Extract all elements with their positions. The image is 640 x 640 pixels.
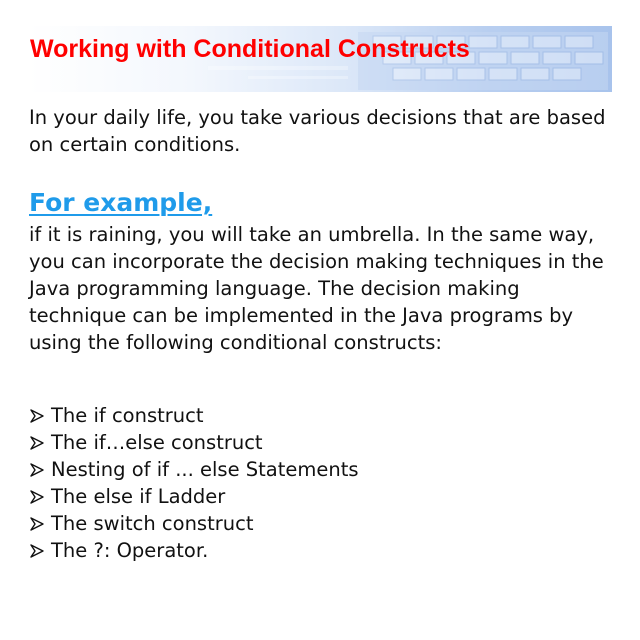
title-banner (28, 26, 612, 92)
list-item (29, 537, 359, 564)
list-item (29, 510, 359, 537)
list-item-label: The if construct (51, 404, 204, 427)
arrow-bullet-icon (29, 544, 45, 558)
list-item (29, 402, 359, 429)
list-item-label: The else if Ladder (51, 485, 226, 508)
slide-title: Working with Conditional Constructs (30, 35, 470, 63)
list-item-label: Nesting of if ... else Statements (51, 458, 359, 481)
example-heading: For example, (29, 188, 213, 217)
list-item-label: The if…else construct (51, 431, 263, 454)
arrow-bullet-icon (29, 517, 45, 531)
intro-paragraph: In your daily life, you take various decisions that are based on certain conditions. (29, 106, 606, 156)
list-item (29, 429, 359, 456)
list-item-label: The ?: Operator. (51, 539, 209, 562)
arrow-bullet-icon (29, 463, 45, 477)
list-item-label: The switch construct (51, 512, 254, 535)
list-item (29, 456, 359, 483)
arrow-bullet-icon (29, 409, 45, 423)
body-paragraph: if it is raining, you will take an umbrella. In the same way, you can incorporate the decision making techniques in the Java programming language. The decision making technique can be implemented in the Java programs by using the following conditional constructs: (29, 223, 604, 354)
list-item (29, 483, 359, 510)
constructs-list (29, 402, 359, 564)
arrow-bullet-icon (29, 436, 45, 450)
arrow-bullet-icon (29, 490, 45, 504)
